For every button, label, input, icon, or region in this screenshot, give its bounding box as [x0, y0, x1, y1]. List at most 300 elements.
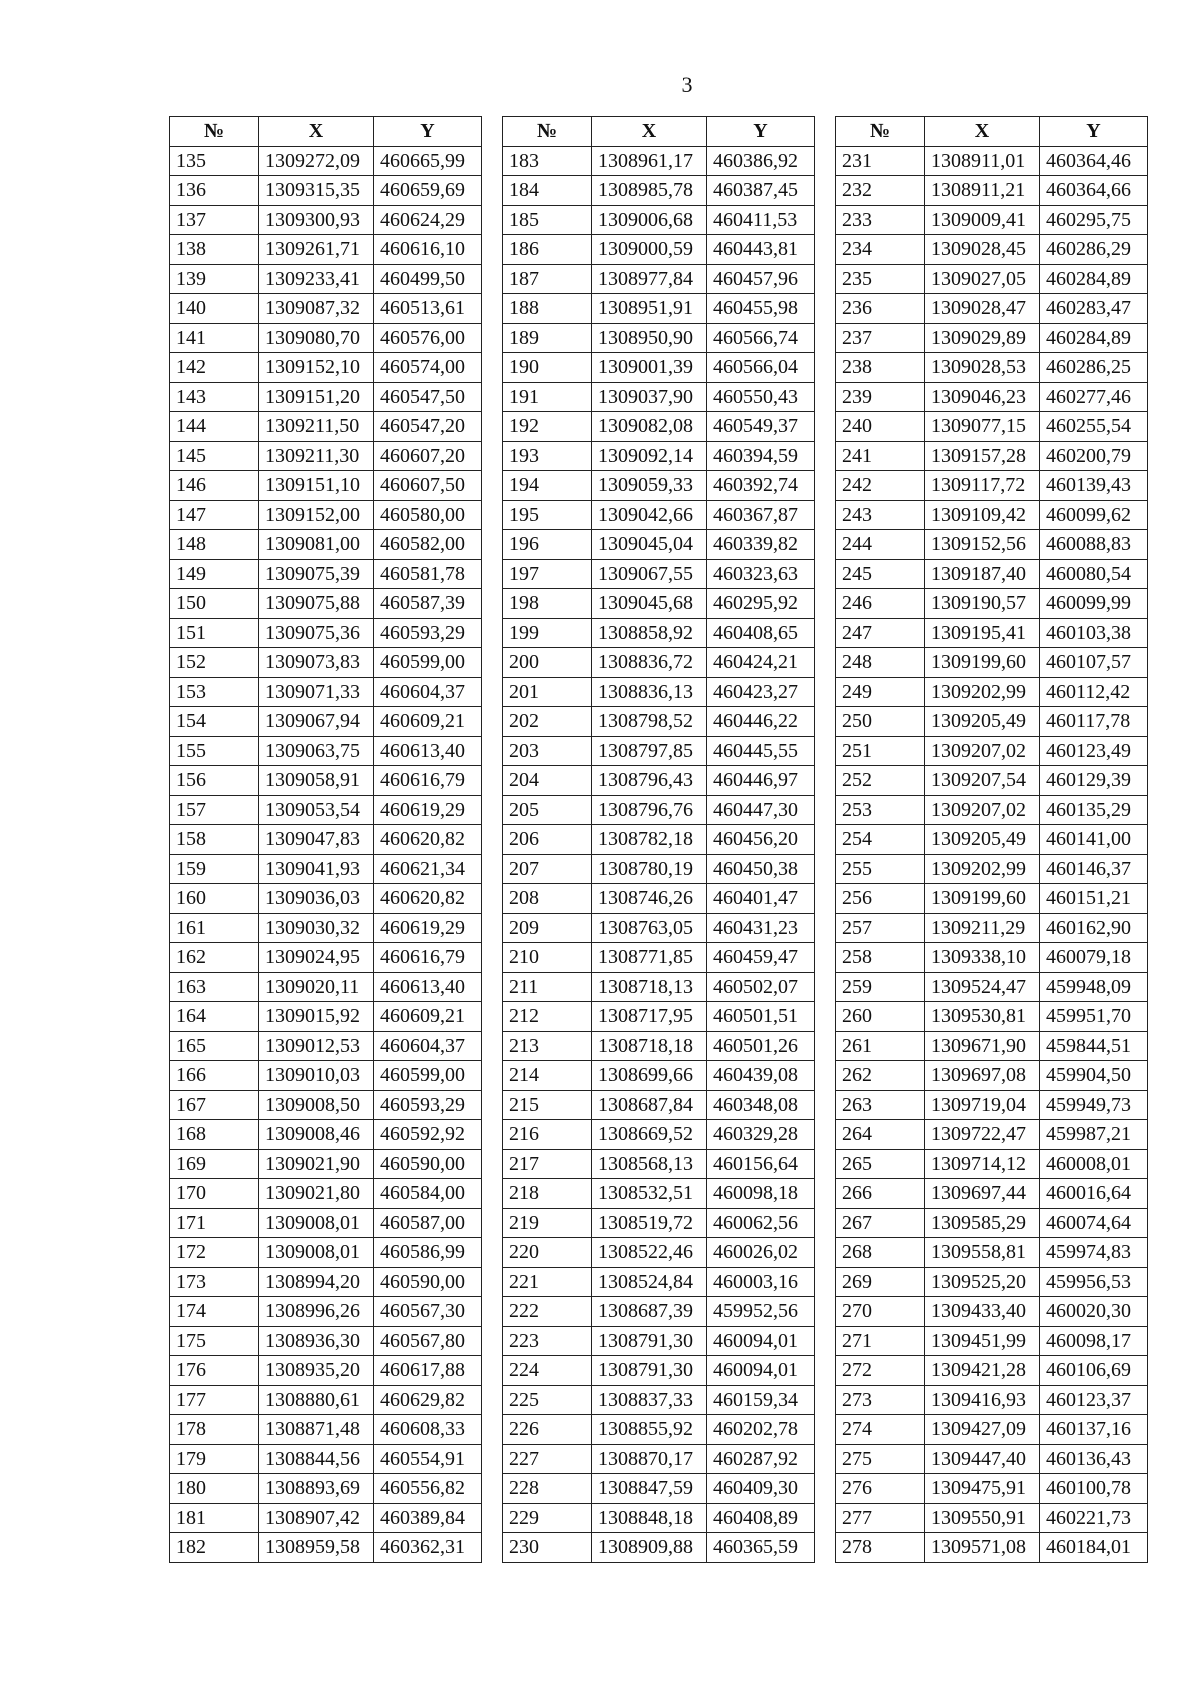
point-number-cell: 159 — [170, 854, 259, 884]
point-number-cell: 170 — [170, 1179, 259, 1209]
table-row — [836, 1090, 1148, 1120]
point-number-cell: 180 — [170, 1474, 259, 1504]
x-coordinate-cell: 1308798,52 — [592, 707, 707, 737]
y-coordinate-cell: 460365,59 — [707, 1533, 815, 1563]
x-coordinate-cell: 1309722,47 — [925, 1120, 1040, 1150]
point-number-cell: 199 — [503, 618, 592, 648]
x-coordinate-header: X — [592, 117, 707, 147]
point-number-cell: 217 — [503, 1149, 592, 1179]
x-coordinate-cell: 1309558,81 — [925, 1238, 1040, 1268]
point-number-cell: 216 — [503, 1120, 592, 1150]
point-number-cell: 190 — [503, 353, 592, 383]
point-number-header: № — [503, 117, 592, 147]
point-number-cell: 250 — [836, 707, 925, 737]
y-coordinate-cell: 460277,46 — [1040, 382, 1148, 412]
table-row — [503, 1238, 815, 1268]
x-coordinate-cell: 1309053,54 — [259, 795, 374, 825]
y-coordinate-cell: 460020,30 — [1040, 1297, 1148, 1327]
table-row — [836, 1297, 1148, 1327]
y-coordinate-cell: 460599,00 — [374, 1061, 482, 1091]
x-coordinate-cell: 1309008,01 — [259, 1238, 374, 1268]
y-coordinate-cell: 460574,00 — [374, 353, 482, 383]
x-coordinate-cell: 1309300,93 — [259, 205, 374, 235]
table-row — [170, 500, 482, 530]
x-coordinate-cell: 1309233,41 — [259, 264, 374, 294]
point-number-cell: 176 — [170, 1356, 259, 1386]
x-coordinate-cell: 1308836,72 — [592, 648, 707, 678]
point-number-cell: 245 — [836, 559, 925, 589]
y-coordinate-cell: 460457,96 — [707, 264, 815, 294]
table-row — [836, 471, 1148, 501]
y-coordinate-cell: 460424,21 — [707, 648, 815, 678]
y-coordinate-cell: 460659,69 — [374, 176, 482, 206]
point-number-cell: 184 — [503, 176, 592, 206]
y-coordinate-cell: 459948,09 — [1040, 972, 1148, 1002]
table-row — [170, 972, 482, 1002]
x-coordinate-cell: 1309012,53 — [259, 1031, 374, 1061]
table-row — [836, 1179, 1148, 1209]
table-row — [836, 825, 1148, 855]
y-coordinate-header: Y — [374, 117, 482, 147]
table-row — [170, 1415, 482, 1445]
y-coordinate-cell: 460348,08 — [707, 1090, 815, 1120]
y-coordinate-cell: 460003,16 — [707, 1267, 815, 1297]
point-number-cell: 188 — [503, 294, 592, 324]
y-coordinate-cell: 460593,29 — [374, 1090, 482, 1120]
x-coordinate-cell: 1308519,72 — [592, 1208, 707, 1238]
y-coordinate-cell: 460079,18 — [1040, 943, 1148, 973]
y-coordinate-cell: 460620,82 — [374, 825, 482, 855]
table-row — [836, 972, 1148, 1002]
point-number-cell: 253 — [836, 795, 925, 825]
x-coordinate-cell: 1309073,83 — [259, 648, 374, 678]
y-coordinate-cell: 460080,54 — [1040, 559, 1148, 589]
x-coordinate-cell: 1308994,20 — [259, 1267, 374, 1297]
x-coordinate-cell: 1309081,00 — [259, 530, 374, 560]
x-coordinate-cell: 1309041,93 — [259, 854, 374, 884]
y-coordinate-cell: 460604,37 — [374, 677, 482, 707]
table-row — [170, 736, 482, 766]
point-number-cell: 219 — [503, 1208, 592, 1238]
point-number-cell: 137 — [170, 205, 259, 235]
x-coordinate-cell: 1308717,95 — [592, 1002, 707, 1032]
table-row — [170, 1238, 482, 1268]
table-row — [836, 618, 1148, 648]
x-coordinate-cell: 1308796,76 — [592, 795, 707, 825]
x-coordinate-cell: 1309001,39 — [592, 353, 707, 383]
table-row — [836, 441, 1148, 471]
y-coordinate-cell: 460202,78 — [707, 1415, 815, 1445]
x-coordinate-cell: 1308951,91 — [592, 294, 707, 324]
y-coordinate-cell: 460136,43 — [1040, 1444, 1148, 1474]
table-row — [503, 913, 815, 943]
x-coordinate-cell: 1309029,89 — [925, 323, 1040, 353]
point-number-cell: 238 — [836, 353, 925, 383]
y-coordinate-cell: 460501,51 — [707, 1002, 815, 1032]
table-row — [836, 1149, 1148, 1179]
table-row — [170, 648, 482, 678]
point-number-cell: 198 — [503, 589, 592, 619]
x-coordinate-cell: 1308699,66 — [592, 1061, 707, 1091]
y-coordinate-cell: 460286,29 — [1040, 235, 1148, 265]
y-coordinate-cell: 460387,45 — [707, 176, 815, 206]
point-number-cell: 186 — [503, 235, 592, 265]
point-number-cell: 233 — [836, 205, 925, 235]
table-row — [503, 1002, 815, 1032]
table-row — [836, 913, 1148, 943]
point-number-cell: 185 — [503, 205, 592, 235]
y-coordinate-cell: 460455,98 — [707, 294, 815, 324]
y-coordinate-cell: 460137,16 — [1040, 1415, 1148, 1445]
x-coordinate-cell: 1308880,61 — [259, 1385, 374, 1415]
point-number-cell: 243 — [836, 500, 925, 530]
y-coordinate-cell: 460423,27 — [707, 677, 815, 707]
y-coordinate-cell: 460392,74 — [707, 471, 815, 501]
table-row — [836, 589, 1148, 619]
y-coordinate-cell: 460364,46 — [1040, 146, 1148, 176]
table-row — [503, 1267, 815, 1297]
point-number-cell: 214 — [503, 1061, 592, 1091]
x-coordinate-cell: 1309067,55 — [592, 559, 707, 589]
point-number-cell: 255 — [836, 854, 925, 884]
point-number-cell: 209 — [503, 913, 592, 943]
table-row — [170, 884, 482, 914]
x-coordinate-cell: 1309571,08 — [925, 1533, 1040, 1563]
table-row — [836, 146, 1148, 176]
x-coordinate-cell: 1309524,47 — [925, 972, 1040, 1002]
y-coordinate-cell: 460401,47 — [707, 884, 815, 914]
table-row — [170, 382, 482, 412]
x-coordinate-cell: 1309010,03 — [259, 1061, 374, 1091]
x-coordinate-cell: 1309427,09 — [925, 1415, 1040, 1445]
y-coordinate-header: Y — [707, 117, 815, 147]
y-coordinate-cell: 460283,47 — [1040, 294, 1148, 324]
x-coordinate-cell: 1309697,44 — [925, 1179, 1040, 1209]
x-coordinate-cell: 1309030,32 — [259, 913, 374, 943]
x-coordinate-cell: 1308844,56 — [259, 1444, 374, 1474]
y-coordinate-cell: 460621,34 — [374, 854, 482, 884]
table-row — [503, 412, 815, 442]
x-coordinate-cell: 1309207,02 — [925, 736, 1040, 766]
y-coordinate-cell: 460547,20 — [374, 412, 482, 442]
table-row — [836, 943, 1148, 973]
coordinates-table-1 — [169, 116, 482, 1563]
y-coordinate-cell: 460629,82 — [374, 1385, 482, 1415]
y-coordinate-cell: 460592,92 — [374, 1120, 482, 1150]
y-coordinate-cell: 460616,10 — [374, 235, 482, 265]
y-coordinate-cell: 460587,39 — [374, 589, 482, 619]
point-number-cell: 179 — [170, 1444, 259, 1474]
point-number-cell: 212 — [503, 1002, 592, 1032]
table-header-row — [170, 117, 482, 147]
y-coordinate-cell: 460159,34 — [707, 1385, 815, 1415]
x-coordinate-cell: 1309550,91 — [925, 1503, 1040, 1533]
x-coordinate-cell: 1309190,57 — [925, 589, 1040, 619]
x-coordinate-cell: 1309202,99 — [925, 677, 1040, 707]
table-row — [503, 1356, 815, 1386]
table-row — [503, 1031, 815, 1061]
x-coordinate-cell: 1309067,94 — [259, 707, 374, 737]
table-row — [503, 1326, 815, 1356]
y-coordinate-cell: 460286,25 — [1040, 353, 1148, 383]
table-row — [503, 707, 815, 737]
point-number-cell: 273 — [836, 1385, 925, 1415]
x-coordinate-cell: 1309211,50 — [259, 412, 374, 442]
table-row — [836, 1356, 1148, 1386]
table-row — [170, 1356, 482, 1386]
y-coordinate-cell: 460123,37 — [1040, 1385, 1148, 1415]
point-number-cell: 154 — [170, 707, 259, 737]
y-coordinate-cell: 459956,53 — [1040, 1267, 1148, 1297]
x-coordinate-cell: 1309451,99 — [925, 1326, 1040, 1356]
y-coordinate-cell: 460100,78 — [1040, 1474, 1148, 1504]
point-number-cell: 234 — [836, 235, 925, 265]
y-coordinate-cell: 460323,63 — [707, 559, 815, 589]
table-row — [836, 1415, 1148, 1445]
table-row — [503, 677, 815, 707]
y-coordinate-cell: 460439,08 — [707, 1061, 815, 1091]
table-row — [503, 353, 815, 383]
x-coordinate-cell: 1309151,20 — [259, 382, 374, 412]
point-number-cell: 150 — [170, 589, 259, 619]
table-row — [503, 854, 815, 884]
table-row — [503, 1385, 815, 1415]
point-number-cell: 228 — [503, 1474, 592, 1504]
point-number-cell: 173 — [170, 1267, 259, 1297]
table-row — [170, 1503, 482, 1533]
point-number-cell: 241 — [836, 441, 925, 471]
point-number-cell: 213 — [503, 1031, 592, 1061]
x-coordinate-cell: 1309433,40 — [925, 1297, 1040, 1327]
point-number-cell: 274 — [836, 1415, 925, 1445]
y-coordinate-cell: 460389,84 — [374, 1503, 482, 1533]
y-coordinate-cell: 460608,33 — [374, 1415, 482, 1445]
table-row — [503, 1149, 815, 1179]
point-number-cell: 264 — [836, 1120, 925, 1150]
table-row — [170, 913, 482, 943]
point-number-cell: 271 — [836, 1326, 925, 1356]
y-coordinate-cell: 460129,39 — [1040, 766, 1148, 796]
x-coordinate-cell: 1309008,50 — [259, 1090, 374, 1120]
table-row — [170, 1149, 482, 1179]
y-coordinate-cell: 460550,43 — [707, 382, 815, 412]
x-coordinate-cell: 1309020,11 — [259, 972, 374, 1002]
y-coordinate-cell: 460411,53 — [707, 205, 815, 235]
x-coordinate-cell: 1309008,01 — [259, 1208, 374, 1238]
table-row — [836, 1208, 1148, 1238]
x-coordinate-cell: 1309047,83 — [259, 825, 374, 855]
x-coordinate-cell: 1309338,10 — [925, 943, 1040, 973]
table-row — [836, 1444, 1148, 1474]
point-number-cell: 158 — [170, 825, 259, 855]
y-coordinate-cell: 459974,83 — [1040, 1238, 1148, 1268]
point-number-header: № — [170, 117, 259, 147]
x-coordinate-cell: 1309009,41 — [925, 205, 1040, 235]
x-coordinate-cell: 1308911,01 — [925, 146, 1040, 176]
x-coordinate-cell: 1309000,59 — [592, 235, 707, 265]
table-row — [503, 471, 815, 501]
x-coordinate-cell: 1308718,18 — [592, 1031, 707, 1061]
x-coordinate-header: X — [259, 117, 374, 147]
x-coordinate-cell: 1309416,93 — [925, 1385, 1040, 1415]
y-coordinate-cell: 460501,26 — [707, 1031, 815, 1061]
table-row — [836, 1238, 1148, 1268]
table-row — [503, 294, 815, 324]
y-coordinate-cell: 460582,00 — [374, 530, 482, 560]
x-coordinate-cell: 1308911,21 — [925, 176, 1040, 206]
point-number-cell: 248 — [836, 648, 925, 678]
point-number-cell: 231 — [836, 146, 925, 176]
y-coordinate-cell: 460284,89 — [1040, 264, 1148, 294]
point-number-cell: 267 — [836, 1208, 925, 1238]
point-number-cell: 252 — [836, 766, 925, 796]
table-row — [503, 264, 815, 294]
point-number-cell: 220 — [503, 1238, 592, 1268]
point-number-cell: 175 — [170, 1326, 259, 1356]
table-row — [170, 264, 482, 294]
x-coordinate-cell: 1308936,30 — [259, 1326, 374, 1356]
point-number-cell: 272 — [836, 1356, 925, 1386]
point-number-cell: 256 — [836, 884, 925, 914]
y-coordinate-cell: 460088,83 — [1040, 530, 1148, 560]
point-number-cell: 246 — [836, 589, 925, 619]
y-coordinate-cell: 460590,00 — [374, 1267, 482, 1297]
point-number-cell: 156 — [170, 766, 259, 796]
y-coordinate-cell: 460447,30 — [707, 795, 815, 825]
x-coordinate-cell: 1309187,40 — [925, 559, 1040, 589]
y-coordinate-cell: 460094,01 — [707, 1326, 815, 1356]
table-row — [503, 176, 815, 206]
point-number-cell: 189 — [503, 323, 592, 353]
x-coordinate-cell: 1309211,30 — [259, 441, 374, 471]
x-coordinate-cell: 1309157,28 — [925, 441, 1040, 471]
point-number-cell: 221 — [503, 1267, 592, 1297]
point-number-cell: 201 — [503, 677, 592, 707]
y-coordinate-cell: 460609,21 — [374, 707, 482, 737]
point-number-cell: 146 — [170, 471, 259, 501]
x-coordinate-cell: 1308847,59 — [592, 1474, 707, 1504]
table-row — [836, 205, 1148, 235]
point-number-cell: 225 — [503, 1385, 592, 1415]
point-number-cell: 143 — [170, 382, 259, 412]
table-body — [170, 146, 482, 1562]
table-row — [836, 323, 1148, 353]
x-coordinate-cell: 1308791,30 — [592, 1326, 707, 1356]
x-coordinate-cell: 1309015,92 — [259, 1002, 374, 1032]
y-coordinate-cell: 460593,29 — [374, 618, 482, 648]
point-number-cell: 235 — [836, 264, 925, 294]
table-row — [503, 795, 815, 825]
y-coordinate-cell: 460616,79 — [374, 943, 482, 973]
table-row — [503, 1474, 815, 1504]
point-number-cell: 181 — [170, 1503, 259, 1533]
table-row — [836, 736, 1148, 766]
table-row — [836, 1503, 1148, 1533]
point-number-cell: 165 — [170, 1031, 259, 1061]
y-coordinate-cell: 460221,73 — [1040, 1503, 1148, 1533]
point-number-cell: 215 — [503, 1090, 592, 1120]
y-coordinate-cell: 460016,64 — [1040, 1179, 1148, 1209]
table-row — [503, 1533, 815, 1563]
x-coordinate-cell: 1308893,69 — [259, 1474, 374, 1504]
point-number-cell: 142 — [170, 353, 259, 383]
x-coordinate-cell: 1308907,42 — [259, 1503, 374, 1533]
x-coordinate-cell: 1309027,05 — [925, 264, 1040, 294]
x-coordinate-cell: 1309058,91 — [259, 766, 374, 796]
x-coordinate-cell: 1309006,68 — [592, 205, 707, 235]
point-number-cell: 258 — [836, 943, 925, 973]
coordinates-table-3 — [835, 116, 1148, 1563]
point-number-cell: 191 — [503, 382, 592, 412]
y-coordinate-cell: 460339,82 — [707, 530, 815, 560]
point-number-cell: 278 — [836, 1533, 925, 1563]
x-coordinate-cell: 1309021,90 — [259, 1149, 374, 1179]
y-coordinate-cell: 460613,40 — [374, 736, 482, 766]
y-coordinate-cell: 460619,29 — [374, 913, 482, 943]
y-coordinate-cell: 460549,37 — [707, 412, 815, 442]
x-coordinate-cell: 1308771,85 — [592, 943, 707, 973]
x-coordinate-cell: 1309109,42 — [925, 500, 1040, 530]
y-coordinate-cell: 460587,00 — [374, 1208, 482, 1238]
x-coordinate-cell: 1309092,14 — [592, 441, 707, 471]
coordinates-table-2 — [502, 116, 815, 1563]
point-number-cell: 254 — [836, 825, 925, 855]
table-row — [503, 972, 815, 1002]
table-row — [503, 766, 815, 796]
point-number-cell: 261 — [836, 1031, 925, 1061]
table-body — [836, 146, 1148, 1562]
point-number-cell: 172 — [170, 1238, 259, 1268]
y-coordinate-cell: 460581,78 — [374, 559, 482, 589]
y-coordinate-cell: 460556,82 — [374, 1474, 482, 1504]
x-coordinate-cell: 1308687,39 — [592, 1297, 707, 1327]
table-row — [836, 500, 1148, 530]
x-coordinate-cell: 1308935,20 — [259, 1356, 374, 1386]
point-number-cell: 157 — [170, 795, 259, 825]
x-coordinate-cell: 1309207,02 — [925, 795, 1040, 825]
x-coordinate-cell: 1309037,90 — [592, 382, 707, 412]
table-row — [836, 1385, 1148, 1415]
y-coordinate-cell: 460513,61 — [374, 294, 482, 324]
y-coordinate-cell: 460607,50 — [374, 471, 482, 501]
y-coordinate-cell: 460599,00 — [374, 648, 482, 678]
x-coordinate-header: X — [925, 117, 1040, 147]
table-row — [503, 323, 815, 353]
x-coordinate-cell: 1309697,08 — [925, 1061, 1040, 1091]
x-coordinate-cell: 1309042,66 — [592, 500, 707, 530]
x-coordinate-cell: 1308848,18 — [592, 1503, 707, 1533]
x-coordinate-cell: 1308532,51 — [592, 1179, 707, 1209]
point-number-cell: 260 — [836, 1002, 925, 1032]
y-coordinate-cell: 460624,29 — [374, 205, 482, 235]
y-coordinate-cell: 460026,02 — [707, 1238, 815, 1268]
x-coordinate-cell: 1308909,88 — [592, 1533, 707, 1563]
x-coordinate-cell: 1309199,60 — [925, 648, 1040, 678]
point-number-cell: 197 — [503, 559, 592, 589]
y-coordinate-cell: 460566,74 — [707, 323, 815, 353]
x-coordinate-cell: 1309525,20 — [925, 1267, 1040, 1297]
point-number-cell: 171 — [170, 1208, 259, 1238]
y-coordinate-cell: 460567,30 — [374, 1297, 482, 1327]
table-row — [503, 1297, 815, 1327]
y-coordinate-cell: 460567,80 — [374, 1326, 482, 1356]
x-coordinate-cell: 1309075,88 — [259, 589, 374, 619]
point-number-cell: 270 — [836, 1297, 925, 1327]
y-coordinate-cell: 460586,99 — [374, 1238, 482, 1268]
point-number-cell: 148 — [170, 530, 259, 560]
point-number-cell: 263 — [836, 1090, 925, 1120]
table-row — [836, 559, 1148, 589]
